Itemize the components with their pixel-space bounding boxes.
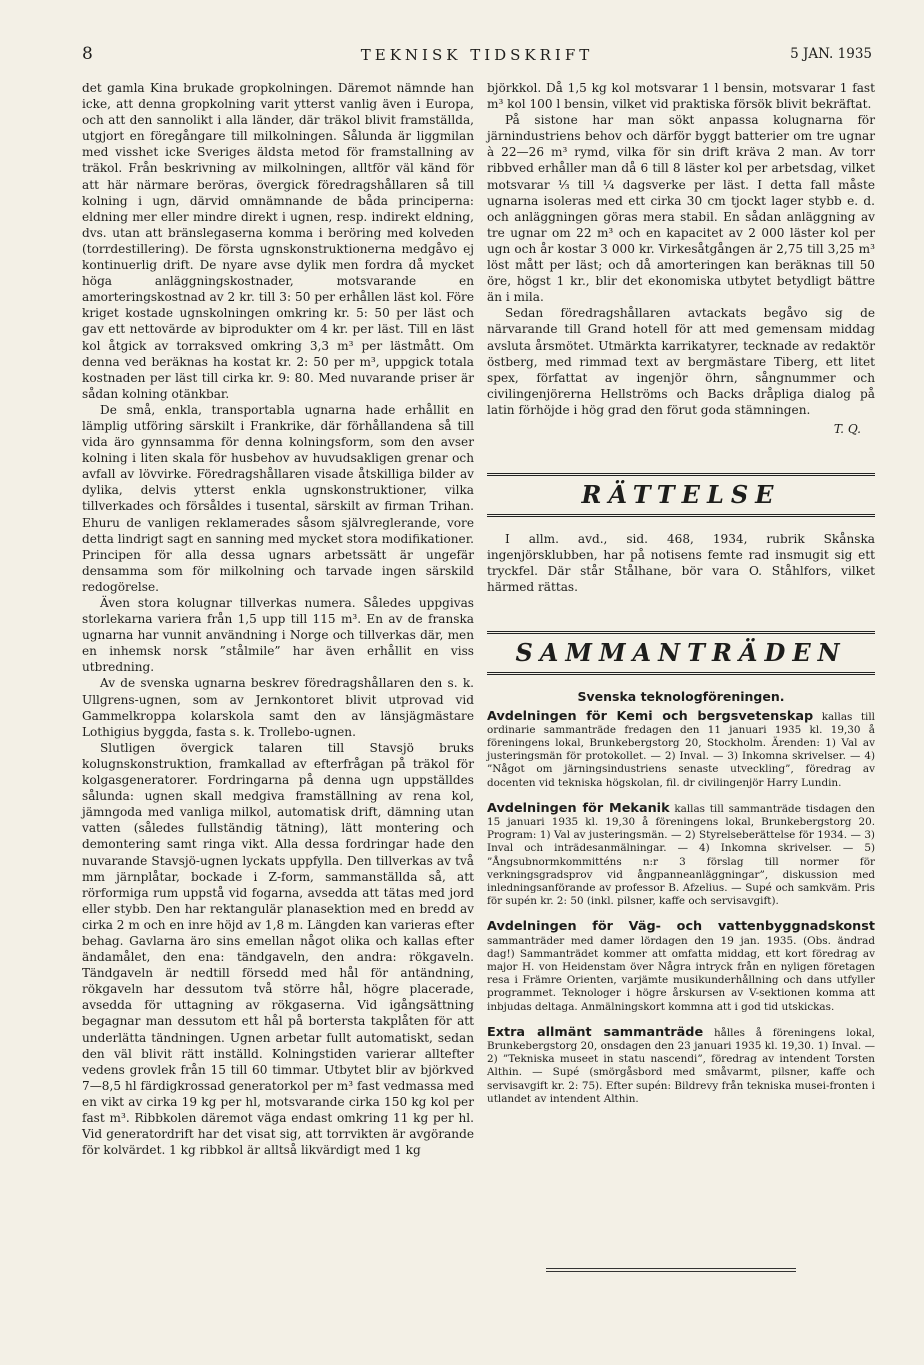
- paragraph: björkkol. Då 1,5 kg kol motsvarar 1 l bensin, motsvarar 1 fast m³ kol 100 l bensin, vilket vid praktiska försök blivit bekräftat.: [487, 81, 875, 112]
- meeting-notice: [487, 920, 875, 1013]
- page-header: [82, 44, 872, 68]
- sammantraden-heading-box: [487, 631, 875, 675]
- meeting-title: Avdelningen för Väg- och vattenbyggnadskonst: [487, 919, 875, 935]
- meeting-title: Extra allmänt sammanträde: [487, 1024, 704, 1040]
- meeting-title: Avdelningen för Kemi och bergsvetenskap: [487, 708, 814, 724]
- paragraph: Av de svenska ugnarna beskrev föredragshållaren den s. k. Ullgrens-ugnen, som av Jernkontoret blivit utprovad vid Gammelkroppa kolarskola samt den av länsjägmästare Lothigius byggda, fasta s. k. Trollebo-ugnen.: [82, 676, 474, 739]
- rattelse-heading: RÄTTELSE: [487, 475, 875, 515]
- author-signature: T. Q.: [833, 421, 861, 436]
- paragraph: På sistone har man sökt anpassa kolugnarna för järnindustriens behov och därför byggt batterier om tre ugnar à 22—26 m³ rymd, vilka för sin drift kräva 2 man. Av torr ribbved erhåller man då 6 till 8 läster kol per arbetsdag, vilket motsvarar ⅓ till ¼ dagsverke per läst. I detta fall måste ugnarna isoleras med ett cirka 30 cm tjockt lager stybb e. d. och anläggningen göras mera stabil. En sådan anläggning av tre ugnar om 22 m³ och en kapacitet av 2 000 läster kol per ugn och år kostar 3 000 kr. Virkesåtgången är 2,75 till 3,25 m³ löst mått per läst; och då amorteringen kan beräknas till 50 öre, högst 1 kr., blir det ekonomiska utbytet betydligt bättre än i mila.: [487, 113, 875, 305]
- left-column: [82, 80, 474, 1158]
- end-divider: [546, 1268, 796, 1272]
- meeting-notice: [487, 802, 875, 909]
- meeting-text: kallas till sammanträde tisdagen den 15 januari 1935 kl. 19,30 å föreningens lokal, Brunkebergstorg 20. Program: 1) Val av justeringsmän. — 2) Styrelseberättelse för 1934. — 3) Inval och inträdesanmälningar. — 4) Inkomna skrivelser. — 5) ”Ångsubnormkommitténs n:r 3 förslag till normer för verkningsgradsprov vid ångpanneanläggningar”, diskussion med inledningsanförande av professor B. Afzelius. — Supé och samkväm. Pris för supén kr. 2: 50 (inkl. pilsner, kaffe och servisavgift).: [487, 802, 875, 908]
- sammantraden-heading: SAMMANTRÄDEN: [487, 633, 875, 673]
- paragraph: Slutligen övergick talaren till Stavsjö bruks kolugnskonstruktion, framkallad av efterfrågan på träkol för kolgasgeneratorer. Fordringarna på denna ugn uppställdes sålunda: ugnen skall medgiva framställning av rena kol, jämngoda med vanliga milkol, automatisk drift, dämning utan vatten (således fullständig tätning), lätt montering och demontering samt ringa vikt. Alla dessa fordringar hade den nuvarande Stavsjö-ugnen lyckats uppfylla. Den tillverkas av två mm järnplåtar, bockade i Z-form, sammanställda så, att rörformiga rum uppstå vid fogarna, avsedda att tätas med jord eller stybb. Den har rektangulär planasektion med en bredd av cirka 2 m och en inre höjd av 1,8 m. Längden kan varieras efter behag. Gavlarna äro sins emellan något olika och kallas efter ändamålet, den ena: tändgaveln, den andra: rökgaveln. Tändgaveln är nedtill försedd med hål för antändning, rökgaveln har dessutom två större hål, högre placerade, avsedda för uttagning av rökgaserna. Vid igångsättning begagnar man dessutom ett hål på bortersta takplåten för att underlätta tändningen. Ugnen arbetar fullt automatiskt, sedan den väl blivit rätt inställd. Kolningstiden varierar alltefter vedens grovlek från 15 till 60 timmar. Utbytet blir av björkved 7—8,5 hl färdigkrossad generatorkol per m³ fast vedmassa med en vikt av cirka 19 kg per hl, motsvarande cirka 150 kg kol per fast m³. Ribbkolen däremot väga endast omkring 11 kg per hl. Vid generatordrift har det visat sig, att torrvikten är avgörande för kolvärdet. 1 kg ribbkol är alltså likvärdigt med 1 kg: [82, 740, 474, 1158]
- meeting-text: kallas till ordinarie sammanträde fredagen den 11 januari 1935 kl. 19,30 å föreningens lokal, Brunkebergstorg 20, Stockholm. Ärenden: 1) Val av justeringsmän för protokollet. — 2) Inval. — 3) Inkomna skrivelser. — 4) ”Något om järningsindustriens senaste utveckling”, föredrag av docenten vid tekniska högskolan, fil. dr civilingenjör Harry Lundin.: [487, 710, 875, 789]
- paragraph: Sedan föredragshållaren avtackats begåvo sig de närvarande till Grand hotell för att med gemensam middag avsluta årsmötet. Utmärkta karrikatyrer, tecknade av redaktör östberg, med rimmad text av bergmästare Tiberg, ett litet spex, författat av ingenjör öhrn, sångnummer och civilingenjörerna Hellströms och Backs dråpliga dialog på latin förhöjde i hög grad den förut goda stämningen.: [487, 306, 875, 417]
- paragraph: det gamla Kina brukade gropkolningen. Däremot nämnde han icke, att denna gropkolning varit ytterst vanlig även i Europa, och att den sannolikt i alla länder, där träkol blivit framställda, utgjort en föregångare till milkolningen. Sålunda är liggmilan med visshet icke Sveriges äldsta metod för framstallning av träkol. Från beskrivning av milkolningen, alltför väl känd för att här närmare beröras, övergick föredragshållaren så till kolning i ugn, därvid omnämnande de båda principerna: eldning mer eller mindre direkt i ugnen, resp. indirekt eldning, dvs. utan att bränslegaserna komma i beröring med kolveden (torrdestillering). De första ugnskonstruktionerna medgåvo ej kontinuerlig drift. De nyare avse dylik men fordra då mycket höga anläggningskostnader, motsvarande en amorteringskostnad av 2 kr. till 3: 50 per erhållen läst kol. Före kriget kostade ugnskolningen omkring kr. 5: 50 per läst och gav ett nettovärde av biprodukter om 4 kr. per läst. Till en läst kol åtgick av torraksved omkring 3,3 m³ per lästmått. Om denna ved beräknas ha kostat kr. 2: 50 per m³, uppgick totala kostnaden per läst till cirka kr. 9: 80. Med nuvarande priser är sådan kolning otänkbar.: [82, 81, 474, 401]
- meeting-text: hålles å föreningens lokal, Brunkebergstorg 20, onsdagen den 23 januari 1935 kl. 19,30. 1) Inval. — 2) ”Tekniska museet in statu nascendi”, föredrag av intendent Torsten Althin. — Supé (smörgåsbord med småvarmt, pilsner, kaffe och servisavgift kr. 2: 75). Efter supén: Bildrevy från tekniska musei-fronten i utlandet av intendent Althin.: [487, 1026, 875, 1105]
- right-column: [487, 80, 875, 1118]
- issue-date: 5 JAN. 1935: [790, 46, 872, 62]
- paragraph: Även stora kolugnar tillverkas numera. Således uppgivas storlekarna variera från 1,5 upp till 115 m³. En av de franska ugnarna har vunnit användning i Norge och tillverkas där, men en inhemsk norsk ”stålmile” har även erhållit en viss utbredning.: [82, 596, 474, 675]
- meeting-title: Avdelningen för Mekanik: [487, 800, 670, 816]
- society-name: Svenska teknologföreningen.: [577, 689, 785, 705]
- rattelse-text: I allm. avd., sid. 468, 1934, rubrik Skånska ingenjörsklubben, har på notisens femte rad insmugit sig ett tryckfel. Där står Stålhane, bör vara O. Ståhlfors, vilket härmed rättas.: [487, 532, 875, 595]
- journal-title: TEKNISK TIDSKRIFT: [360, 46, 594, 64]
- paragraph: De små, enkla, transportabla ugnarna hade erhållit en lämplig utföring särskilt i Frankrike, där förhållandena så till vida äro gynnsamma för denna kolningsform, som den avser kolning i liten skala för husbehov av huvudsakligen grenar och avfall av lövvirke. Föredragshållaren visade åtskilliga bilder av dylika, delvis ytterst enkla ugnskonstruktioner, vilka tillverkades och försåldes i tusental, särskilt av firman Trihan. Ehuru de vanligen reklamerades såsom självreglerande, vore detta lindrigt sagt en sanning med mycket stora modifikationer. Principen för alla dessa ugnars arbetssätt är ungefär densamma som för milkolning och tarvade ingen särskild redogörelse.: [82, 402, 474, 594]
- meeting-notice: [487, 1026, 875, 1106]
- meeting-notice: [487, 710, 875, 790]
- rattelse-heading-box: [487, 473, 875, 517]
- page-number: 8: [82, 44, 93, 64]
- meeting-text: sammanträder med damer lördagen den 19 jan. 1935. (Obs. ändrad dag!) Sammanträdet kommer att omfatta middag, ett kort föredrag av major H. von Heidenstam över Några intryck från en nyligen företagen resa i Främre Orienten, varjämte musikunderhållning och dans utfyller programmet. Teknologer i högre årskursen av V-sektionen komma att inbjudas deltaga. Anmälningskort kommna att i god tid utskickas.: [487, 934, 875, 1013]
